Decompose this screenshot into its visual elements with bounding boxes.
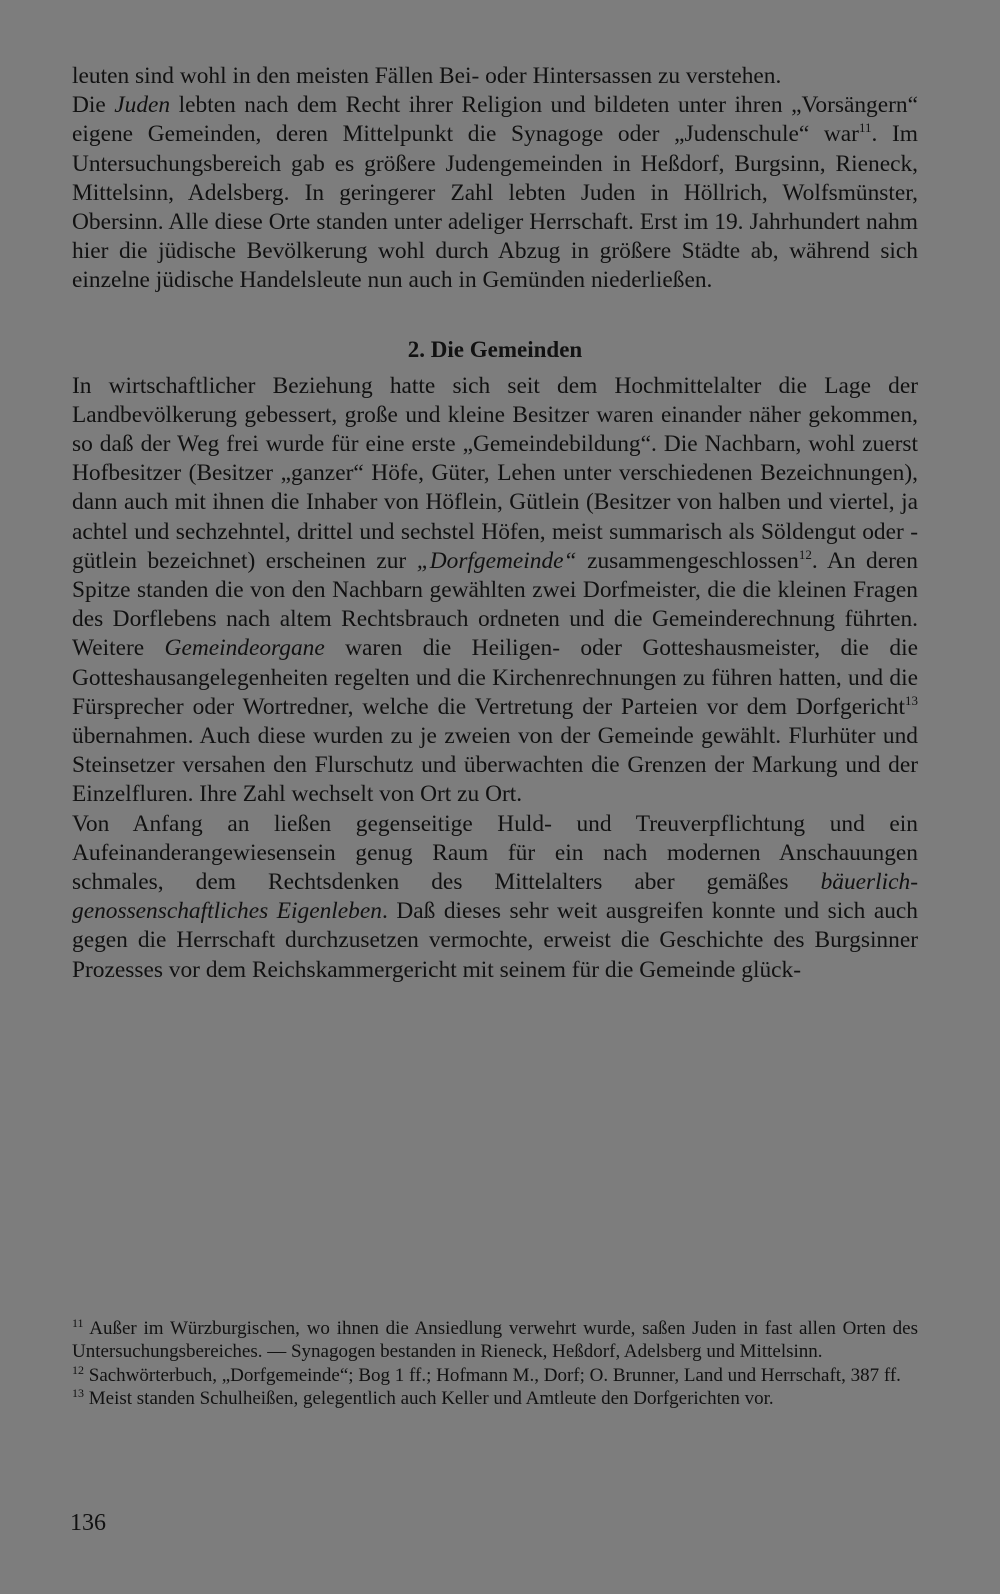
paragraphs-before-heading [72,62,918,296]
text-run: leuten sind wohl in den meisten Fällen Bei- oder Hintersassen zu verstehen. [72,63,782,89]
text-run: Die [72,92,115,119]
text-run: . An deren Spitze standen die von den Nachbarn gewählten zwei Dorfmeister, die die kleinen Fragen des Dorflebens nach altem Rechtsbrauch ordneten und die Gemeinderechnung führten. Weitere [72,547,918,662]
text-run: Meist standen Schulheißen, gelegentlich auch Keller und Amtleute den Dorfgerichten vor. [84,1388,774,1410]
section-heading: 2. Die Gemeinden [407,336,583,362]
footnote-fn11 [72,1317,918,1364]
emphasis-text: bäuerlich-genossenschaftliches Eigenleben [72,869,918,925]
paragraph-p4 [72,810,918,985]
paragraph-p2 [72,91,918,295]
page-number: 136 [70,1510,106,1536]
footnote-ref: 13 [905,692,918,708]
footnote-ref: 12 [798,546,812,562]
footnote-ref: 12 [72,1362,84,1377]
footnote-fn13 [72,1387,918,1410]
paragraph-p1 [72,62,918,91]
footnote-ref: 11 [72,1316,84,1330]
emphasis-text: Juden [114,92,171,119]
text-run: Sachwörterbuch, „Dorfgemeinde“; Bog 1 ff.; Hofmann M., Dorf; O. Brunner, Land und Herrschaft, 387 ff. [84,1364,901,1386]
body-text [72,62,918,985]
emphasis-text: „Dorfgemeinde“ [416,547,577,574]
text-run: Von Anfang an ließen gegenseitige Huld- und Treuverpflichtung und ein Aufeinanderangewiesensein genug Raum für ein nach modernen Anschauungen schmales, dem Rechtsdenken des Mittelalters aber gemäßes [72,810,918,896]
text-run: . Im Untersuchungsbereich gab es größere Judengemeinden in Heßdorf, Burgsinn, Rieneck, Mittelsinn, Adelsberg. In geringerer Zahl lebten Juden in Höllrich, Wolfsmünster, Obersinn. Alle diese Orte standen unter adeliger Herrschaft. Erst im 19. Jahrhundert nahm hier die jüdische Bevölkerung wohl durch Abzug in größere Städte ab, während sich einzelne jüdische Handelsleute nun auch in Gemünden niederließen. [72,121,918,294]
text-run: waren die Heiligen- oder Gotteshausmeister, die die Gotteshausangelegenheiten regelten und die Kirchenrechnungen zu führen hatten, und die Fürsprecher oder Wortredner, welche die Vertretung der Parteien vor dem Dorfgericht [72,635,919,720]
text-run: zusammengeschlossen [576,547,799,574]
footnotes [72,1317,918,1411]
paragraphs-after-heading [72,372,918,985]
emphasis-text: Gemeindeorgane [164,635,325,662]
footnote-ref: 13 [72,1386,84,1401]
paragraph-p3 [72,372,918,810]
footnote-ref: 11 [858,120,872,136]
footnote-fn12 [72,1364,918,1387]
text-run: In wirtschaftlicher Beziehung hatte sich seit dem Hochmittelalter die Lage der Landbevölkerung gebessert, große und kleine Besitzer waren einander näher gekommen, so daß der Weg frei wurde für eine erste „Gemeindebildung“. Die Nachbarn, wohl zuerst Hofbesitzer (Besitzer „ganzer“ Höfe, Güter, Lehen unter verschiedenen Bezeichnungen), dann auch mit ihnen die Inhaber von Höflein, Gütlein (Besitzer von halben und viertel, ja achtel und sechzehntel, drittel und sechstel Höfen, meist summarisch als Söldengut oder -gütlein bezeichnet) erscheinen zur [72,372,918,574]
text-run: Außer im Würzburgischen, wo ihnen die Ansiedlung verwehrt wurde, saßen Juden in fast allen Orten des Untersuchungsbereiches. — Synagogen bestanden in Rieneck, Heßdorf, Adelsberg und Mittelsinn. [72,1318,918,1363]
text-run: übernahmen. Auch diese wurden zu je zweien von der Gemeinde gewählt. Flurhüter und Steinsetzer versahen den Flurschutz und überwachten die Grenzen der Markung und der Einzelfluren. Ihre Zahl wechselt von Ort zu Ort. [72,723,918,808]
text-run: lebten nach dem Recht ihrer Religion und bildeten unter ihren „Vorsängern“ eigene Gemeinden, deren Mittelpunkt die Synagoge oder „Judenschule“ war [72,92,918,148]
text-run: . Daß dieses sehr weit ausgreifen konnte und sich auch gegen die Herrschaft durchzusetzen vermochte, erweist die Geschichte des Burgsinner Prozesses vor dem Reichskammergericht mit seinem für die Gemeinde glück- [72,898,918,983]
